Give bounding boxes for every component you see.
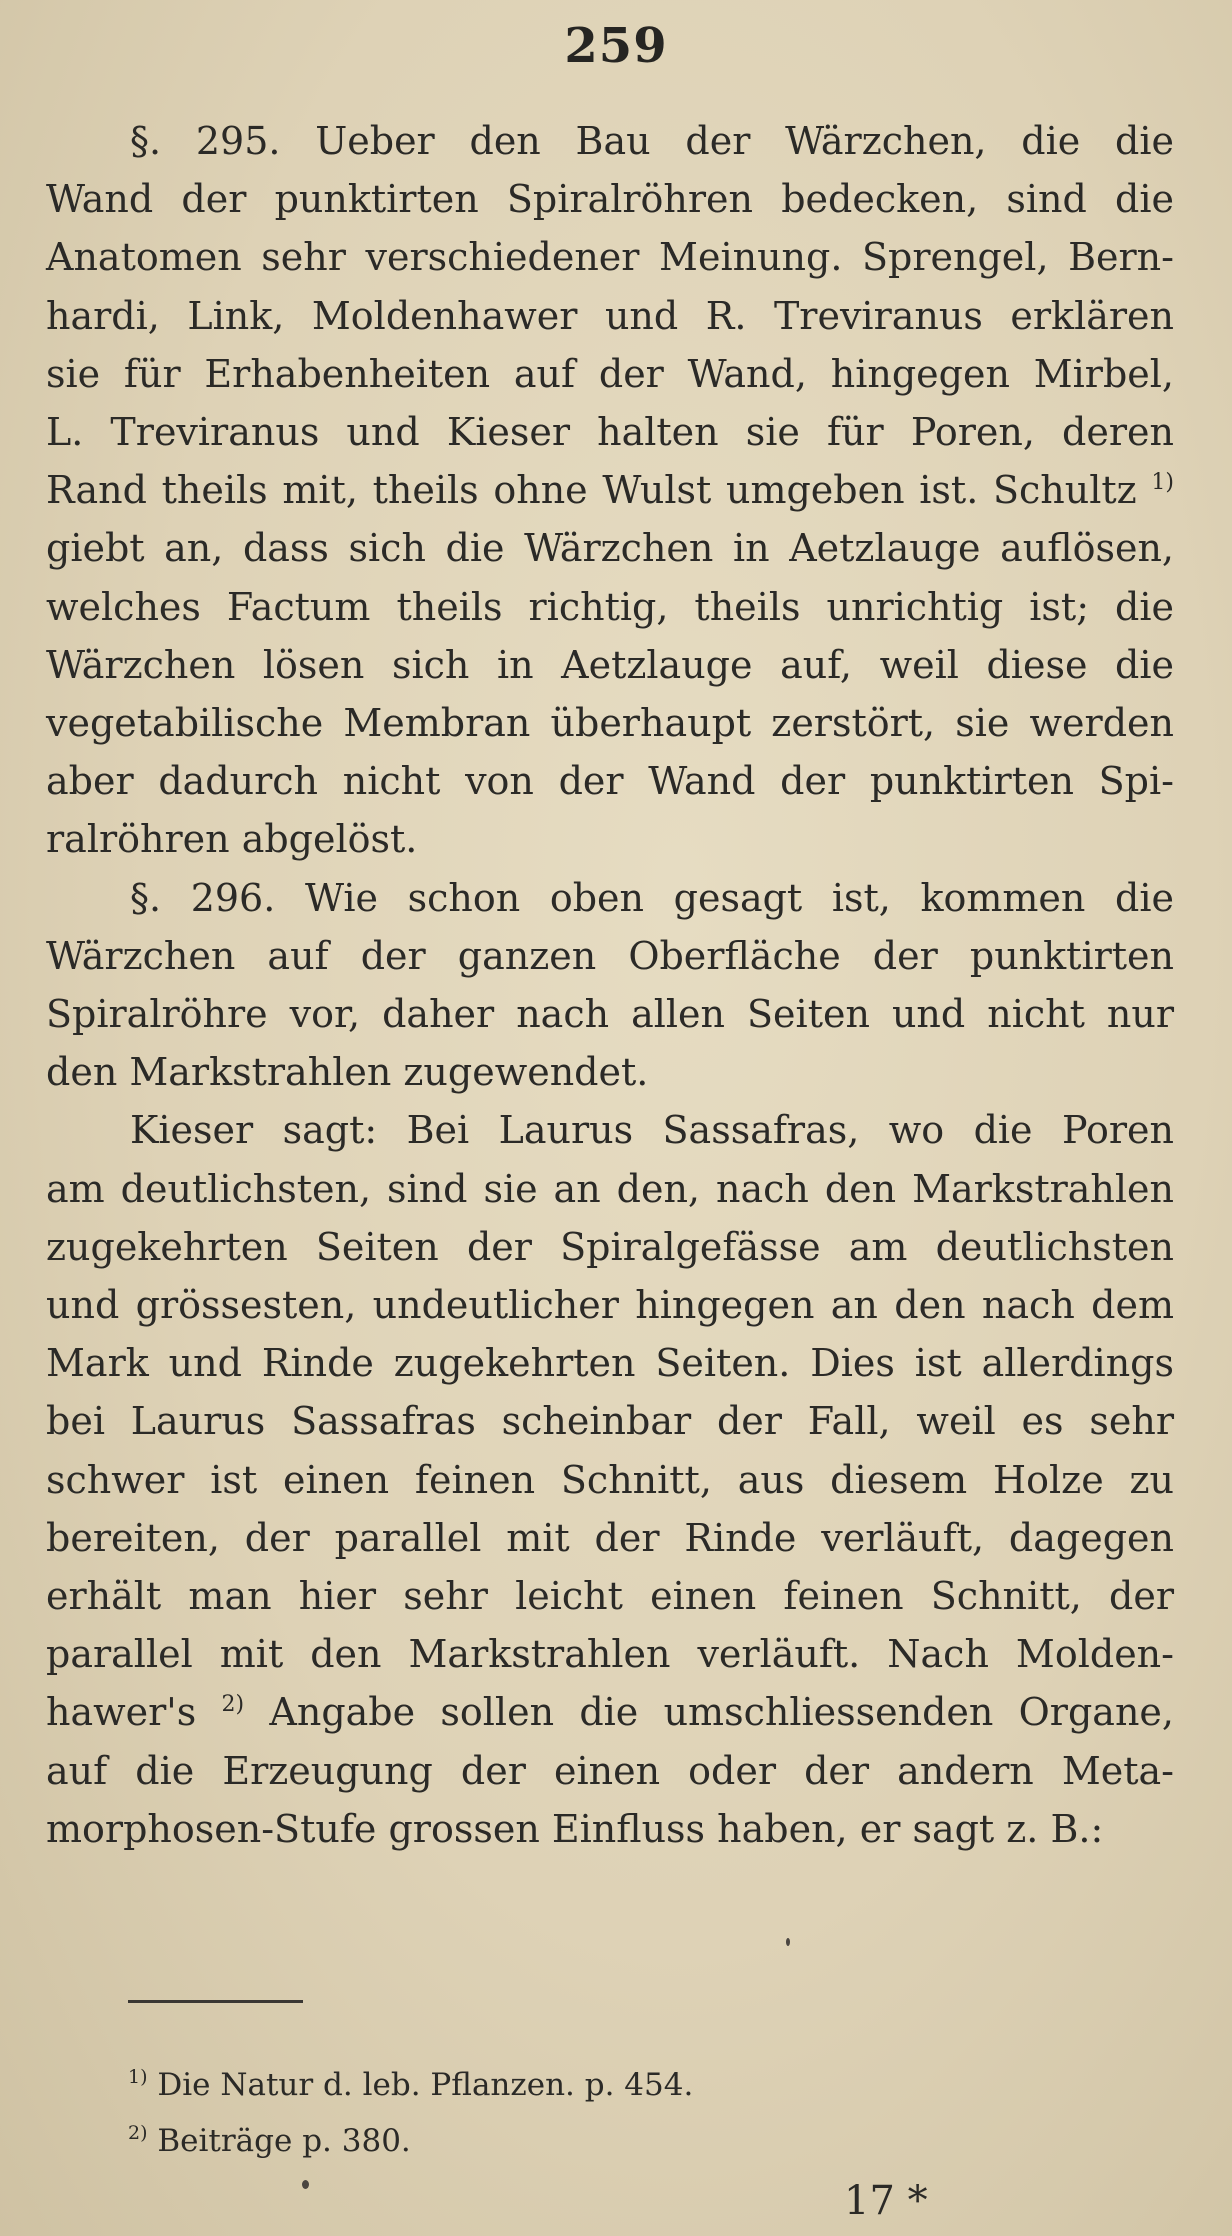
text-line xyxy=(46,1392,1174,1450)
text-line xyxy=(46,869,1174,927)
text-line xyxy=(46,170,1174,228)
text-line xyxy=(46,1101,1174,1159)
text-line xyxy=(46,345,1174,403)
text-line xyxy=(46,985,1174,1043)
text-line xyxy=(46,636,1174,694)
page-number: 259 xyxy=(564,18,668,74)
text-line-content: den Markstrahlen zugewendet. xyxy=(46,1050,649,1095)
text-line-content: Wärzchen auf der ganzen Oberfläche der punktirten xyxy=(46,933,1174,978)
text-line xyxy=(46,519,1174,577)
footnote-marker: 1) xyxy=(128,2066,148,2088)
text-line-content: §. 295. Ueber den Bau der Wärzchen, die die xyxy=(130,119,1174,163)
text-line xyxy=(46,1683,1174,1741)
text-line xyxy=(46,578,1174,636)
text-line-content: aber dadurch nicht von der Wand der punktirten Spi- xyxy=(46,759,1174,804)
text-line-continuation: Angabe sollen die umschliessenden Organe, xyxy=(244,1690,1174,1735)
body-text xyxy=(46,112,1174,1858)
print-speck xyxy=(302,2180,309,2189)
text-line-content: §. 296. Wie schon oben gesagt ist, kommen die xyxy=(130,875,1174,920)
text-line-content: giebt an, dass sich die Wärzchen in Aetzlauge auflösen, xyxy=(46,526,1174,571)
text-line-content: schwer ist einen feinen Schnitt, aus diesem Holze zu xyxy=(46,1457,1174,1502)
text-line xyxy=(46,1742,1174,1800)
text-line-content: morphosen-Stufe grossen Einfluss haben, er sagt z. B.: xyxy=(46,1806,1104,1851)
footnote xyxy=(128,2113,928,2169)
text-line xyxy=(46,752,1174,810)
text-line-content: L. Treviranus und Kieser halten sie für Poren, deren xyxy=(46,410,1174,455)
text-line xyxy=(46,810,1174,868)
text-line xyxy=(46,1625,1174,1683)
text-line xyxy=(46,1334,1174,1392)
footnote-text: Die Natur d. leb. Pflanzen. p. 454. xyxy=(147,2067,694,2103)
footnote xyxy=(128,2057,928,2113)
text-line-content: Rand theils mit, theils ohne Wulst umgeben ist. Schultz xyxy=(46,468,1137,513)
footnote-marker: 2) xyxy=(128,2122,148,2144)
text-line-content: Mark und Rinde zugekehrten Seiten. Dies ist allerdings xyxy=(46,1341,1174,1386)
text-line-content: bei Laurus Sassafras scheinbar der Fall, weil es sehr xyxy=(46,1399,1174,1444)
text-line-content: auf die Erzeugung der einen oder der andern Meta- xyxy=(46,1748,1174,1793)
text-line-content: Anatomen sehr verschiedener Meinung. Sprengel, Bern- xyxy=(46,235,1174,280)
text-line xyxy=(46,1160,1174,1218)
print-speck xyxy=(786,1938,790,1946)
footnote-reference: 1) xyxy=(1151,470,1174,496)
text-line-content: am deutlichsten, sind sie an den, nach den Markstrahlen xyxy=(46,1166,1174,1211)
text-line xyxy=(46,1043,1174,1101)
text-line-content: hawer's xyxy=(46,1690,197,1735)
text-line xyxy=(46,403,1174,461)
text-line xyxy=(46,927,1174,985)
signature-mark: 17 * xyxy=(844,2178,928,2224)
text-line xyxy=(46,1800,1174,1858)
text-line-content: Wärzchen lösen sich in Aetzlauge auf, weil diese die xyxy=(46,642,1174,687)
text-line xyxy=(46,1218,1174,1276)
text-line-content: Wand der punktirten Spiralröhren bedecken, sind die xyxy=(46,177,1174,222)
text-line-content: bereiten, der parallel mit der Rinde verläuft, dagegen xyxy=(46,1515,1174,1560)
footnote-reference: 2) xyxy=(221,1692,245,1718)
text-line-content: sie für Erhabenheiten auf der Wand, hingegen Mirbel, xyxy=(46,351,1174,396)
text-line xyxy=(46,112,1174,170)
text-line xyxy=(46,1451,1174,1509)
text-line-content: zugekehrten Seiten der Spiralgefässe am deutlichsten xyxy=(46,1224,1174,1269)
text-line xyxy=(46,287,1174,345)
text-line xyxy=(46,228,1174,286)
text-line xyxy=(46,1276,1174,1334)
text-line-content: welches Factum theils richtig, theils unrichtig ist; die xyxy=(46,584,1174,629)
text-line-content: parallel mit den Markstrahlen verläuft. Nach Molden- xyxy=(46,1632,1174,1677)
text-line xyxy=(46,1509,1174,1567)
text-line xyxy=(46,694,1174,752)
text-line-content: vegetabilische Membran überhaupt zerstört, sie werden xyxy=(46,701,1174,746)
text-line-content: hardi, Link, Moldenhawer und R. Treviranus erklären xyxy=(46,293,1174,338)
text-line xyxy=(46,1567,1174,1625)
text-line-content: und grössesten, undeutlicher hingegen an den nach dem xyxy=(46,1283,1174,1328)
footnote-divider xyxy=(128,2000,303,2003)
text-line-content: ralröhren abgelöst. xyxy=(46,817,418,862)
text-line-content: erhält man hier sehr leicht einen feinen Schnitt, der xyxy=(46,1574,1174,1619)
footnotes xyxy=(128,2057,928,2169)
text-line-content: Spiralröhre vor, daher nach allen Seiten und nicht nur xyxy=(46,992,1174,1037)
text-line xyxy=(46,461,1174,519)
text-line-content: Kieser sagt: Bei Laurus Sassafras, wo die Poren xyxy=(130,1108,1174,1153)
footnote-text: Beiträge p. 380. xyxy=(147,2123,411,2159)
